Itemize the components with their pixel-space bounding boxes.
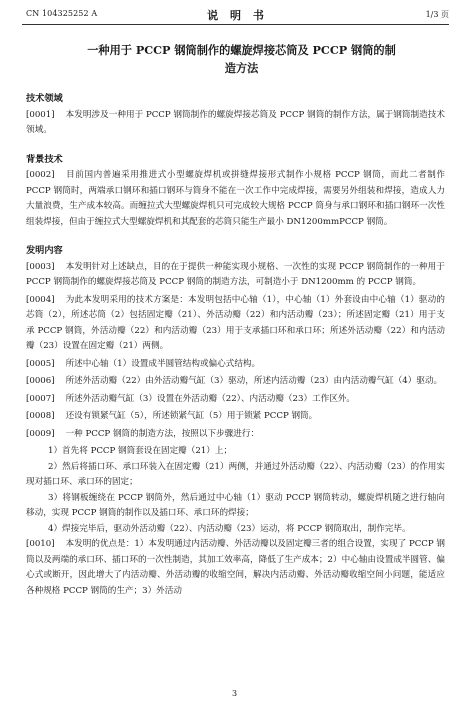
- paragraph-number: [0004]: [26, 294, 55, 305]
- paragraph-0007: [26, 392, 445, 408]
- document-section-title: 说 明 书: [207, 9, 268, 22]
- paragraph-number: [0008]: [26, 411, 55, 421]
- paragraph-number: [0002]: [26, 170, 55, 180]
- paragraph-0004: [26, 293, 445, 355]
- method-step-2: 2）然后将插口环、承口环装入在固定瓣（21）两侧，并通过外活动瓣（22）、内活动瓣（23）的作用实现对插口环、承口环的固定；: [26, 461, 445, 487]
- paragraph-text: 还设有锁紧气缸（5），所述锁紧气缸（5）用于锁紧 PCCP 钢筒。: [65, 411, 318, 421]
- section-heading-background: 背景技术: [26, 153, 63, 165]
- paragraph-0003: [26, 260, 445, 291]
- paragraph-number: [0001]: [26, 109, 55, 120]
- paragraph-text: 本发明的优点是：1）本发明通过内活动瓣、外活动瓣以及固定瓣三者的组合设置，实现了 PCCP 钢筒以及两端的承口环、插口环的一次性制造，其加工效率高，降低了生产成本；2）中心轴由设置成半圆管、偏心式或断开，因此增大了内活动瓣、外活动瓣的收缩空间，解决内活动瓣、外活动瓣收缩空间小问题，能适应各种规格 PCCP 钢筒的生产；3）外活动: [26, 539, 445, 596]
- page-number: 3: [231, 689, 238, 698]
- paragraph-number: [0010]: [26, 539, 55, 549]
- paragraph-0006: [26, 374, 445, 390]
- header-divider: [22, 24, 449, 25]
- paragraph-text: 为此本发明采用的技术方案是：本发明包括中心轴（1），中心轴（1）外套设由中心轴（1）驱动的芯筒（2），所述芯筒（2）包括固定瓣（21）、外活动瓣（22）和内活动瓣（23）；所述固定瓣（21）用于支承 PCCP 钢筒，外活动瓣（22）和内活动瓣（23）用于支承插口环和承口环；所述外活动瓣（22）和内活动瓣（23）设置在固定瓣（21）两侧。: [26, 294, 445, 351]
- document-number: CN 104325252 A: [26, 9, 98, 18]
- paragraph-0010: [26, 537, 445, 599]
- document-body: [26, 91, 445, 601]
- paragraph-number: [0003]: [26, 261, 55, 272]
- paragraph-text: 本发明针对上述缺点，目的在于提供一种能实现小规格、一次性的实现 PCCP 钢筒制作的一种用于 PCCP 钢筒制作的螺旋焊接芯筒及 PCCP 钢筒的制造方法，可制造小于 DN1200mm 的 PCCP 钢筒。: [26, 261, 445, 287]
- paragraph-text: 所述外活动瓣（22）由外活动瓣气缸（3）驱动，所述内活动瓣（23）由内活动瓣气缸（4）驱动。: [65, 376, 443, 386]
- paragraph-number: [0007]: [26, 393, 55, 404]
- paragraph-text: 所述中心轴（1）设置成半圆管结构或偏心式结构。: [65, 358, 261, 369]
- paragraph-text: 目前国内普遍采用推进式小型螺旋焊机或拼缝焊接形式制作小规格 PCCP 钢筒，而此二者制作 PCCP 钢筒时，两端承口钢环和插口钢环与筒身不能在一次工作中完成焊接，需要另外组装和焊接，造成人力大量浪费，生产成本较高。而缠拉式大型螺旋焊机只可完成较大规格 PCCP 筒身与承口钢环和插口钢环一次性组装焊接，但由于缠拉式大型螺旋焊机和其配套的芯筒只能生产最小 DN1200mmPCCP 钢筒。: [26, 170, 445, 227]
- paragraph-0002: [26, 168, 445, 230]
- method-step-4: 4）焊接完毕后，驱动外活动瓣（22）、内活动瓣（23）运动，将 PCCP 钢筒取出，制作完毕。: [48, 523, 411, 534]
- section-heading-tech-field: 技术领域: [26, 93, 63, 104]
- paragraph-0008: [26, 409, 445, 425]
- method-step-1: 1）首先将 PCCP 钢筒套设在固定瓣（21）上；: [48, 446, 233, 456]
- paragraph-0005: [26, 357, 445, 373]
- paragraph-number: [0009]: [26, 428, 55, 439]
- page-header: [26, 9, 449, 22]
- paragraph-number: [0005]: [26, 358, 55, 369]
- document-title: [40, 41, 443, 77]
- paragraph-text: 所述外活动瓣气缸（3）设置在外活动瓣（22）、内活动瓣（23）工作区外。: [65, 393, 356, 404]
- paragraph-text: 本发明涉及一种用于 PCCP 钢筒制作的螺旋焊接芯筒及 PCCP 钢筒的制作方法，属于钢筒制造技术领域。: [26, 109, 445, 135]
- paragraph-number: [0006]: [26, 376, 55, 386]
- title-line-1: 一种用于 PCCP 钢筒制作的螺旋焊接芯筒及 PCCP 钢筒的制: [87, 43, 396, 57]
- paragraph-0001: [26, 108, 445, 139]
- page-indicator: 1/3 页: [425, 10, 449, 19]
- section-heading-invention: 发明内容: [26, 245, 63, 256]
- method-step-3: 3）将钢板缠绕在 PCCP 钢筒外，然后通过中心轴（1）驱动 PCCP 钢筒转动，螺旋焊机随之进行轴向移动，实现 PCCP 钢筒的制作以及插口环、承口环的焊接；: [26, 492, 445, 518]
- paragraph-text: 一种 PCCP 钢筒的制造方法，按照以下步骤进行：: [65, 428, 260, 439]
- title-line-2: 造方法: [224, 61, 259, 75]
- paragraph-0009: [26, 427, 445, 443]
